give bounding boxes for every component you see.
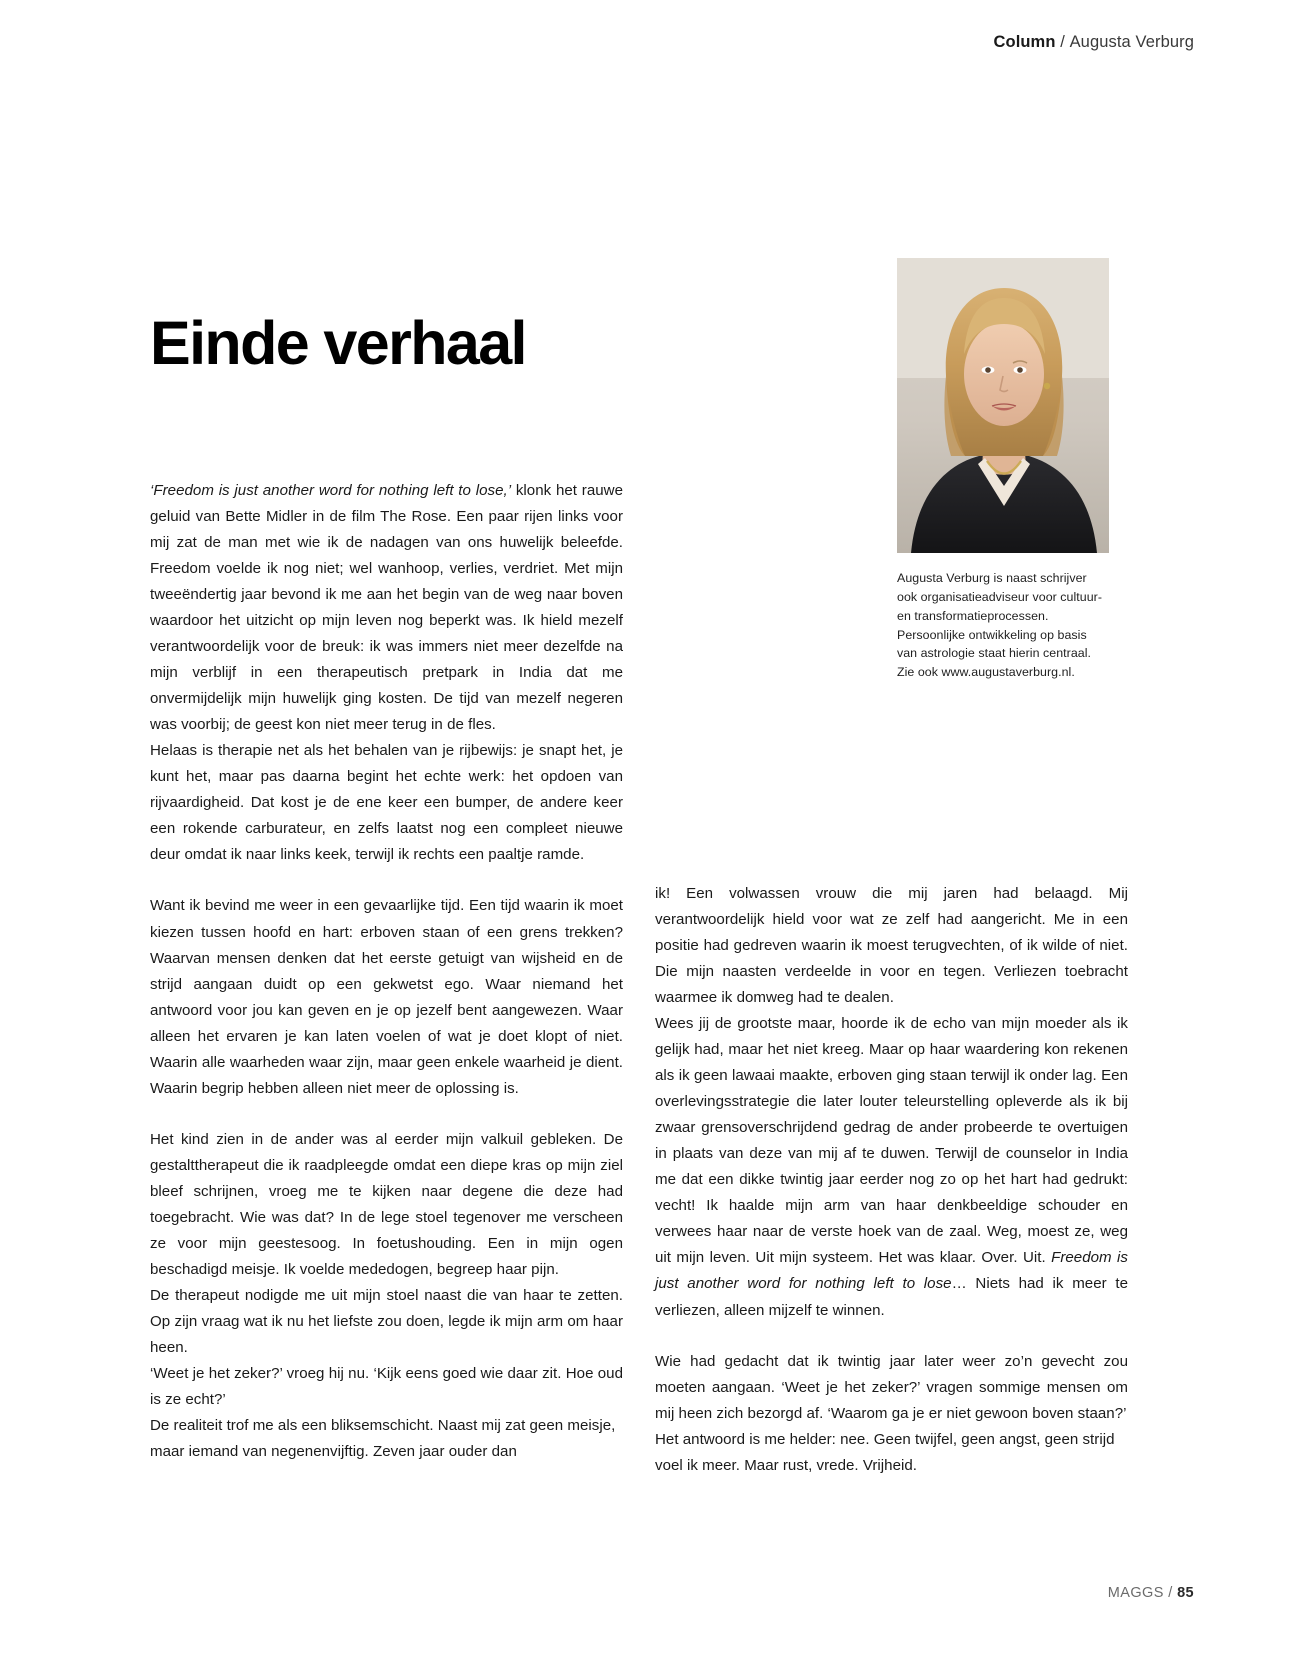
photo-caption: Augusta Verburg is naast schrijver ook organisatieadviseur voor cultuur- en transformatieprocessen. Persoonlijke ontwikkeling op basis van astrologie staat hierin centraal. Zie ook www.augustaverburg.nl. bbox=[897, 571, 1103, 680]
page-number: 85 bbox=[1177, 1585, 1194, 1601]
paragraph-tail: … Niets had ik meer te verliezen, alleen mijzelf te winnen. bbox=[655, 1275, 1129, 1319]
paragraph-therapie: Helaas is therapie net als het behalen van je rijbewijs: je snapt het, je kunt het, maar pas daarna begint het echte werk: het opdoen van rijvaardigheid. Dat kost je de ene keer een bumper, de andere keer een rokende carburateur, en zelfs laatst nog een compleet nieuwe deur omdat ik naar links keek, terwijl ik rechts een paaltje ramde. bbox=[150, 742, 623, 864]
lead-italic-quote: ‘Freedom is just another word for nothing left to lose,’ bbox=[150, 482, 512, 499]
paragraph-wees-jij-de-grootste bbox=[655, 1011, 1128, 1323]
author-photo bbox=[897, 258, 1109, 553]
paragraph-lead bbox=[150, 478, 623, 738]
body-column-right bbox=[655, 881, 1128, 1479]
paragraph-weet-je-het-zeker: ‘Weet je het zeker?’ vroeg hij nu. ‘Kijk eens goed wie daar zit. Hoe oud is ze echt?’ bbox=[150, 1365, 623, 1409]
running-head bbox=[994, 33, 1195, 52]
header-byline: Augusta Verburg bbox=[1069, 33, 1194, 51]
paragraph-wie-had-gedacht: Wie had gedacht dat ik twintig jaar later weer zo’n gevecht zou moeten aangaan. ‘Weet je het zeker?’ vragen sommige mensen om mij heen zich bezorgd af. ‘Waarom ga je er niet gewoon boven staan?’ bbox=[655, 1352, 1128, 1422]
page-title: Einde verhaal bbox=[150, 309, 526, 377]
lead-rest: klonk het rauwe geluid van Bette Midler in de film The Rose. Een paar rijen links voor mij zat de man met wie ik de nadagen van ons huwelijk beleefde. Freedom voelde ik nog niet; wel wanhoop, verlies, verdriet. Met mijn tweeëndertig jaar bevond ik me aan het begin van de weg naar boven waardoor het uitzicht op mijn leven nog beperkt was. Ik hield mezelf verantwoordelijk voor de breuk: ik was immers niet meer dezelfde na mijn verblijf in een therapeutisch pretpark in India dat me onvermijdelijk mijn huwelijk ging kosten. De tijd van mezelf negeren was voorbij; de geest kon niet meer terug in de fles. bbox=[150, 482, 623, 734]
page-footer bbox=[1108, 1585, 1194, 1601]
paragraph-gevaarlijke-tijd: Want ik bevind me weer in een gevaarlijke tijd. Een tijd waarin ik moet kiezen tussen hoofd en hart: erboven staan of een grens trekken? Waarvan mensen denken dat het eerste getuigt van wijsheid en de strijd aangaan duidt op een gekwetst ego. Waar niemand het antwoord voor jou kan geven en je op jezelf bent aangewezen. Waar alleen het ervaren je kan laten voelen of wat je doet klopt of niet. Waarin alle waarheden waar zijn, maar geen enkele waarheid je dient. Waarin begrip hebben alleen niet meer de oplossing is. bbox=[150, 897, 623, 1097]
paragraph-het-antwoord: Het antwoord is me helder: nee. Geen twijfel, geen angst, geen strijd voel ik meer. Maar rust, vrede. Vrijheid. bbox=[655, 1430, 1115, 1474]
author-portrait-illustration bbox=[897, 258, 1109, 553]
paragraph-het-kind: Het kind zien in de ander was al eerder mijn valkuil gebleken. De gestalttherapeut die ik raadpleegde omdat een diepe kras op mijn ziel bleef schrijnen, vroeg me te kijken naar degene die deze had toegebracht. Wie was dat? In de lege stoel tegenover me verscheen ze voor mijn geestesoog. In foetushouding. Een in mijn ogen beschadigd meisje. Ik voelde mededogen, begreep haar pijn. bbox=[150, 1130, 623, 1278]
freedom-italic-quote: Freedom is just another word for nothing left to lose bbox=[655, 1249, 1128, 1293]
paragraph-body: Wees jij de grootste maar, hoorde ik de echo van mijn moeder als ik gelijk had, maar het niet kreeg. Maar op haar waardering kon rekenen als ik geen lawaai maakte, erboven ging staan terwijl ik onder lag. Een overlevingsstrategie die later louter teleurstelling opleverde als ik bij zwaar grensoverschrijdend gedrag de ander probeerde te overtuigen in plaats van deze van mij af te duwen. Terwijl de counselor in India me dat een dikke twintig jaar eerder nog zo op het hart had gedrukt: vecht! Ik haalde mijn arm van haar denkbeeldige schouder en verwees haar naar de verste hoek van de zaal. Weg, moest ze, weg uit mijn leven. Uit mijn systeem. Het was klaar. Over. Uit. bbox=[655, 1015, 1128, 1267]
header-slash: / bbox=[1060, 33, 1065, 51]
section-label: Column bbox=[993, 33, 1056, 51]
magazine-name: MAGGS / bbox=[1107, 1585, 1173, 1601]
paragraph-therapeut: De therapeut nodigde me uit mijn stoel naast die van haar te zetten. Op zijn vraag wat ik nu het liefste zou doen, legde ik mijn arm om haar heen. bbox=[150, 1286, 623, 1356]
paragraph-realiteit: De realiteit trof me als een bliksemschicht. Naast mij zat geen meisje, maar iemand van negenenvijftig. Zeven jaar ouder dan bbox=[150, 1417, 616, 1461]
body-column-left bbox=[150, 478, 623, 1465]
paragraph-volwassen-vrouw: ik! Een volwassen vrouw die mij jaren had belaagd. Mij verantwoordelijk hield voor wat ze zelf had aangericht. Me in een positie had gedreven waarin ik moest terugvechten, of ik wilde of niet. Die mijn naasten verdeelde in voor en tegen. Verliezen toebracht waarmee ik domweg had te dealen. bbox=[655, 885, 1128, 1007]
author-photo-block bbox=[897, 258, 1109, 682]
